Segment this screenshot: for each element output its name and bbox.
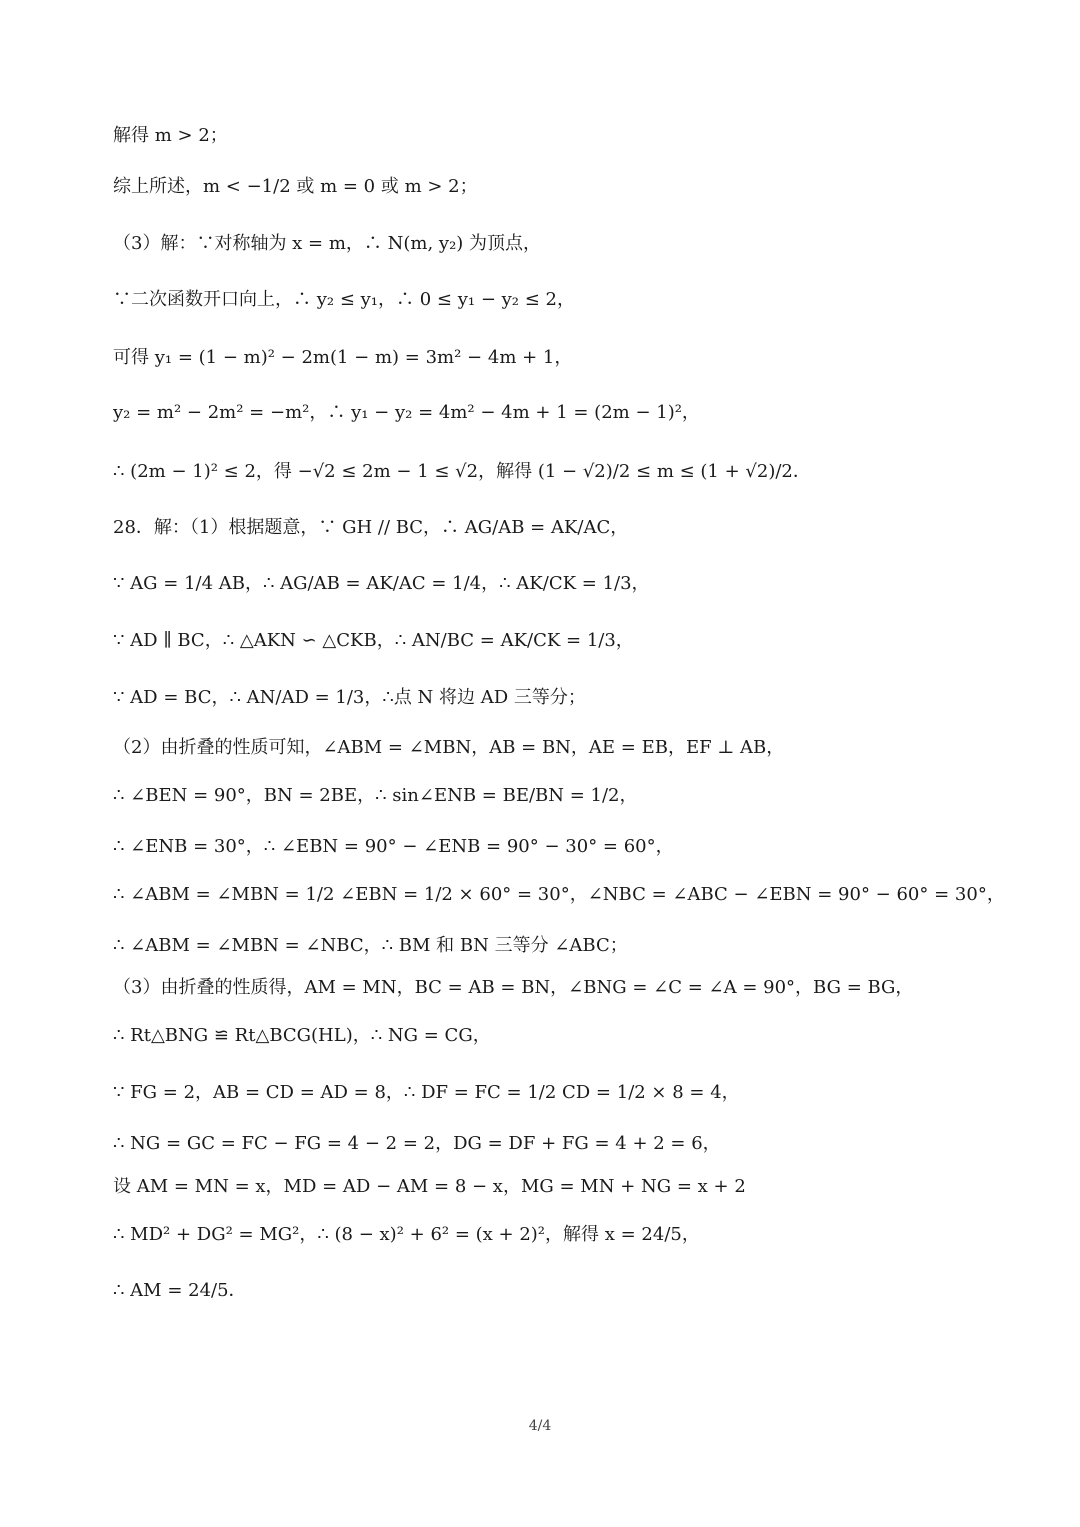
text-line: y₂ = m² − 2m² = −m²，∴ y₁ − y₂ = 4m² − 4m + 1 = (2m − 1)²，: [113, 402, 700, 423]
text-line: ∴ MD² + DG² = MG²，∴ (8 − x)² + 6² = (x + 2)²，解得 x = 24/5，: [113, 1224, 700, 1245]
text-line: ∴ (2m − 1)² ≤ 2，得 −√2 ≤ 2m − 1 ≤ √2，解得 (1 − √2)/2 ≤ m ≤ (1 + √2)/2．: [113, 461, 811, 482]
text-line: 可得 y₁ = (1 − m)² − 2m(1 − m) = 3m² − 4m + 1，: [113, 347, 573, 368]
text-line: ∵ AG = 1/4 AB，∴ AG/AB = AK/AC = 1/4，∴ AK/CK = 1/3，: [113, 573, 650, 594]
text-line: ∴ Rt△BNG ≌ Rt△BCG(HL)，∴ NG = CG，: [113, 1025, 491, 1046]
text-line: ∴ AM = 24/5．: [113, 1280, 247, 1301]
text-line: 28．解：（1）根据题意，∵ GH // BC，∴ AG/AB = AK/AC，: [113, 517, 629, 538]
text-line: ∴ ∠BEN = 90°，BN = 2BE，∴ sin∠ENB = BE/BN = 1/2，: [113, 785, 638, 806]
text-line: ∵ AD = BC，∴ AN/AD = 1/3，∴点 N 将边 AD 三等分；: [113, 687, 586, 708]
text-line: 解得 m > 2；: [113, 125, 228, 146]
text-line: ∴ ∠ENB = 30°，∴ ∠EBN = 90° − ∠ENB = 90° − 30° = 60°，: [113, 836, 674, 857]
text-line: ∵二次函数开口向上，∴ y₂ ≤ y₁，∴ 0 ≤ y₁ − y₂ ≤ 2，: [113, 289, 575, 310]
text-line: ∴ ∠ABM = ∠MBN = ∠NBC，∴ BM 和 BN 三等分 ∠ABC；: [113, 935, 628, 956]
text-line: 综上所述，m < −1/2 或 m = 0 或 m > 2；: [113, 176, 478, 197]
text-line: （2）由折叠的性质可知，∠ABM = ∠MBN，AB = BN，AE = EB，EF ⊥ AB，: [113, 737, 785, 758]
text-line: （3）由折叠的性质得，AM = MN，BC = AB = BN，∠BNG = ∠C = ∠A = 90°，BG = BG，: [113, 977, 914, 998]
text-line: ∴ ∠ABM = ∠MBN = 1/2 ∠EBN = 1/2 × 60° = 30°，∠NBC = ∠ABC − ∠EBN = 90° − 60° = 30°，: [113, 884, 1005, 905]
text-line: ∵ AD ∥ BC，∴ △AKN ∽ △CKB，∴ AN/BC = AK/CK = 1/3，: [113, 630, 634, 651]
text-line: ∵ FG = 2，AB = CD = AD = 8，∴ DF = FC = 1/2 CD = 1/2 × 8 = 4，: [113, 1082, 740, 1103]
page-number: 4/4: [528, 1418, 552, 1434]
text-line: 设 AM = MN = x，MD = AD − AM = 8 − x，MG = MN + NG = x + 2: [113, 1176, 746, 1197]
text-line: （3）解：∵对称轴为 x = m，∴ N(m, y₂) 为顶点，: [113, 233, 542, 254]
text-line: ∴ NG = GC = FC − FG = 4 − 2 = 2，DG = DF + FG = 4 + 2 = 6，: [113, 1133, 721, 1154]
